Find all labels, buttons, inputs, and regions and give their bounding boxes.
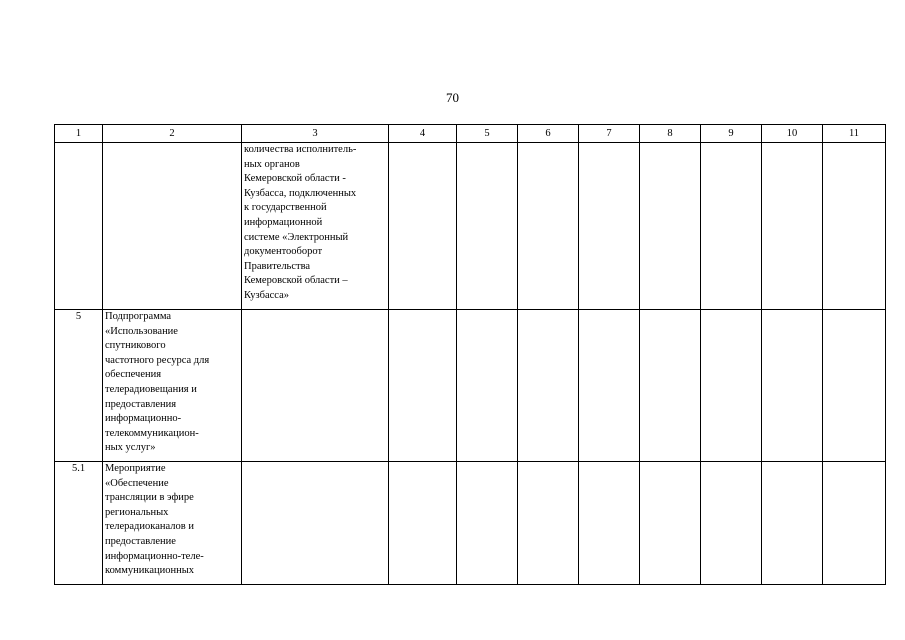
value-cell bbox=[762, 310, 823, 462]
row-name-cell bbox=[103, 462, 242, 585]
value-cell bbox=[701, 143, 762, 310]
page-number: 70 bbox=[446, 90, 459, 105]
row-number-cell: 5 bbox=[55, 310, 103, 462]
value-cell bbox=[389, 143, 457, 310]
header-cell-2: 2 bbox=[103, 125, 242, 143]
value-cell bbox=[579, 462, 640, 585]
header-cell-4: 4 bbox=[389, 125, 457, 143]
value-cell bbox=[389, 462, 457, 585]
value-cell bbox=[823, 310, 886, 462]
value-cell bbox=[579, 310, 640, 462]
row-indicator-cell bbox=[242, 462, 389, 585]
header-cell-9: 9 bbox=[701, 125, 762, 143]
value-cell bbox=[389, 310, 457, 462]
value-cell bbox=[640, 143, 701, 310]
header-cell-8: 8 bbox=[640, 125, 701, 143]
row-indicator-cell bbox=[242, 310, 389, 462]
value-cell bbox=[701, 310, 762, 462]
value-cell bbox=[762, 143, 823, 310]
header-cell-7: 7 bbox=[579, 125, 640, 143]
row-name-cell bbox=[103, 143, 242, 310]
value-cell bbox=[457, 310, 518, 462]
row-indicator-text: количества исполнитель- ных органов Кемеровской области - Кузбасса, подключенных к государственной информационной системе «Электронный документооборот Правительства Кемеровской области – Кузбасса» bbox=[244, 144, 357, 301]
value-cell bbox=[701, 462, 762, 585]
value-cell bbox=[457, 143, 518, 310]
header-cell-3: 3 bbox=[242, 125, 389, 143]
value-cell bbox=[518, 462, 579, 585]
value-cell bbox=[823, 143, 886, 310]
value-cell bbox=[640, 462, 701, 585]
table-row bbox=[55, 462, 886, 585]
value-cell bbox=[579, 143, 640, 310]
header-cell-11: 11 bbox=[823, 125, 886, 143]
row-indicator-cell bbox=[242, 143, 389, 310]
value-cell bbox=[762, 462, 823, 585]
row-name-text: Подпрограмма «Использование спутникового частотного ресурса для обеспечения телерадиовещания и предоставления информационно- телекоммуникацион- ных услуг» bbox=[105, 311, 210, 454]
row-number-cell: 5.1 bbox=[55, 462, 103, 585]
row-name-cell bbox=[103, 310, 242, 462]
header-cell-6: 6 bbox=[518, 125, 579, 143]
row-number-cell bbox=[55, 143, 103, 310]
header-cell-1: 1 bbox=[55, 125, 103, 143]
row-name-text: Мероприятие «Обеспечение трансляции в эфире региональных телерадиоканалов и предоставление информационно-теле- коммуникационных bbox=[105, 463, 204, 577]
table-header-row bbox=[55, 125, 886, 143]
header-cell-10: 10 bbox=[762, 125, 823, 143]
value-cell bbox=[518, 143, 579, 310]
value-cell bbox=[457, 462, 518, 585]
value-cell bbox=[823, 462, 886, 585]
value-cell bbox=[518, 310, 579, 462]
table-row bbox=[55, 143, 886, 310]
table-row bbox=[55, 310, 886, 462]
value-cell bbox=[640, 310, 701, 462]
program-table bbox=[54, 124, 886, 585]
header-cell-5: 5 bbox=[457, 125, 518, 143]
